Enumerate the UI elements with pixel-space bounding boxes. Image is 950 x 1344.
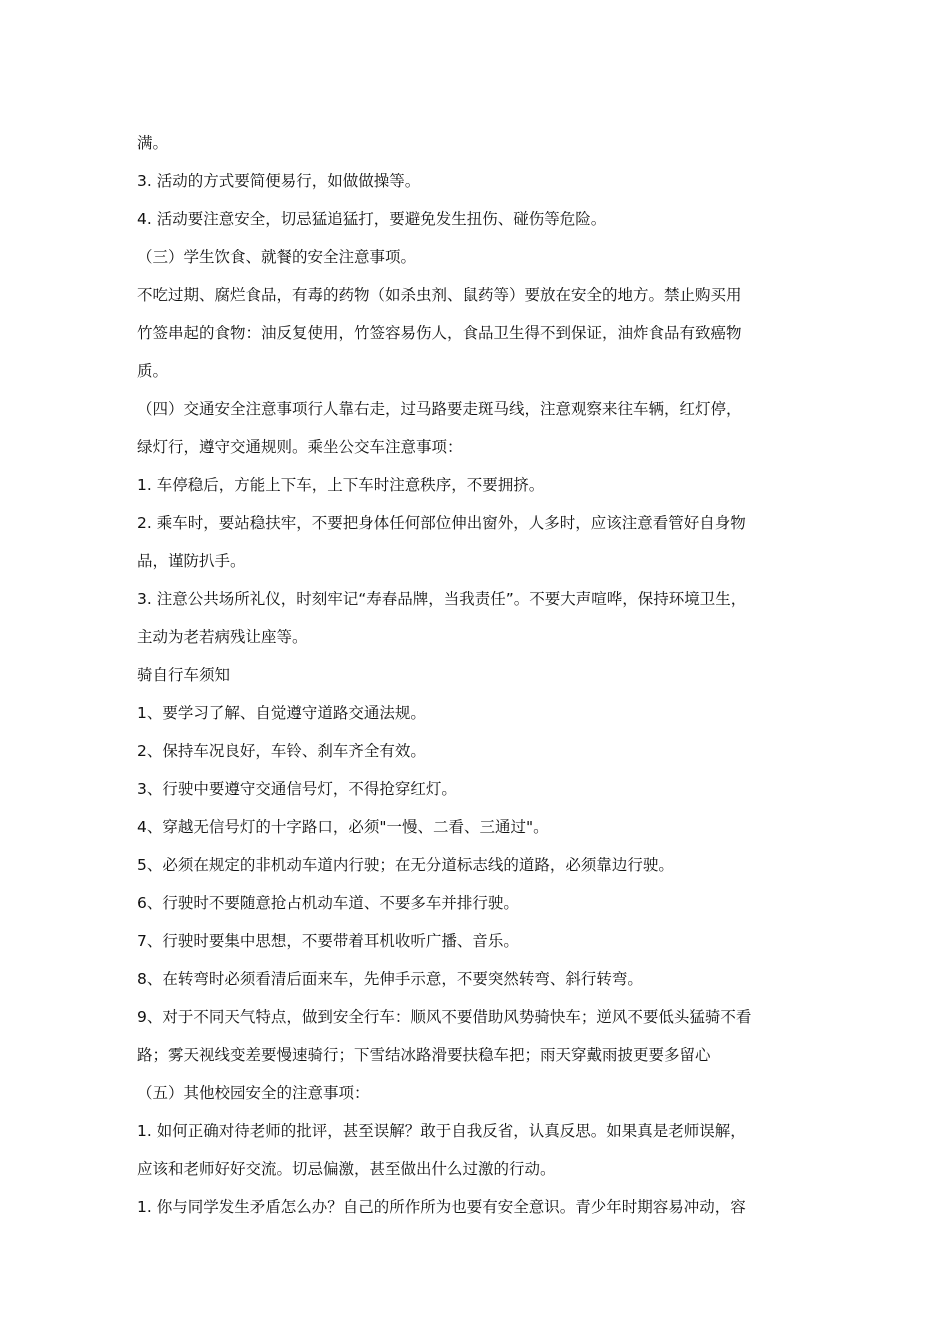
text-line: 主动为老若病残让座等。	[137, 628, 308, 646]
list-item: 4、穿越无信号灯的十字路口，必须"一慢、二看、三通过"。	[137, 818, 549, 836]
list-item: 7、行驶时要集中思想，不要带着耳机收听广播、音乐。	[137, 932, 519, 950]
text-line: 满。	[137, 134, 169, 152]
text-line: 竹签串起的食物：油反复使用，竹签容易伤人，食品卫生得不到保证，油炸食品有致癌物	[137, 324, 742, 342]
document-body	[137, 124, 837, 1226]
text-line: 不吃过期、腐烂食品，有毒的药物（如杀虫剂、鼠药等）要放在安全的地方。禁止购买用	[137, 286, 742, 304]
list-item: 3. 注意公共场所礼仪，时刻牢记“寿春品牌，当我责任”。不要大声喧哗，保持环境卫生，	[137, 590, 747, 608]
section-heading: （四）交通安全注意事项行人靠右走，过马路要走斑马线，注意观察来往车辆，红灯停，	[137, 400, 742, 418]
list-item: 3. 活动的方式要简便易行，如做做操等。	[137, 172, 421, 190]
text-line: 路；雾天视线变差要慢速骑行；下雪结冰路滑要扶稳车把；雨天穿戴雨披更要多留心	[137, 1046, 711, 1064]
list-item: 1. 车停稳后，方能上下车，上下车时注意秩序，不要拥挤。	[137, 476, 545, 494]
text-line: 质。	[137, 362, 169, 380]
list-item: 2. 乘车时，要站稳扶牢，不要把身体任何部位伸出窗外，人多时，应该注意看管好自身物	[137, 514, 746, 532]
text-line: 应该和老师好好交流。切忌偏激，甚至做出什么过激的行动。	[137, 1160, 556, 1178]
list-item: 6、行驶时不要随意抢占机动车道、不要多车并排行驶。	[137, 894, 519, 912]
list-item: 1、要学习了解、自觉遵守道路交通法规。	[137, 704, 426, 722]
section-heading: （三）学生饮食、就餐的安全注意事项。	[137, 248, 417, 266]
subsection-heading: 骑自行车须知	[137, 666, 231, 684]
list-item: 9、对于不同天气特点，做到安全行车：顺风不要借助风势骑快车；逆风不要低头猛骑不看	[137, 1008, 752, 1026]
text-line: 绿灯行，遵守交通规则。乘坐公交车注意事项：	[137, 438, 463, 456]
text-line: 品，谨防扒手。	[137, 552, 246, 570]
list-item: 2、保持车况良好，车铃、刹车齐全有效。	[137, 742, 426, 760]
list-item: 4. 活动要注意安全，切忌猛追猛打，要避免发生扭伤、碰伤等危险。	[137, 210, 607, 228]
list-item: 5、必须在规定的非机动车道内行驶；在无分道标志线的道路，必须靠边行驶。	[137, 856, 674, 874]
list-item: 1. 如何正确对待老师的批评，甚至误解？敢于自我反省，认真反思。如果真是老师误解，	[137, 1122, 746, 1140]
list-item: 1. 你与同学发生矛盾怎么办？自己的所作所为也要有安全意识。青少年时期容易冲动，容	[137, 1198, 746, 1216]
list-item: 3、行驶中要遵守交通信号灯，不得抢穿红灯。	[137, 780, 457, 798]
list-item: 8、在转弯时必须看清后面来车，先伸手示意，不要突然转弯、斜行转弯。	[137, 970, 643, 988]
section-heading: （五）其他校园安全的注意事项：	[137, 1084, 370, 1102]
